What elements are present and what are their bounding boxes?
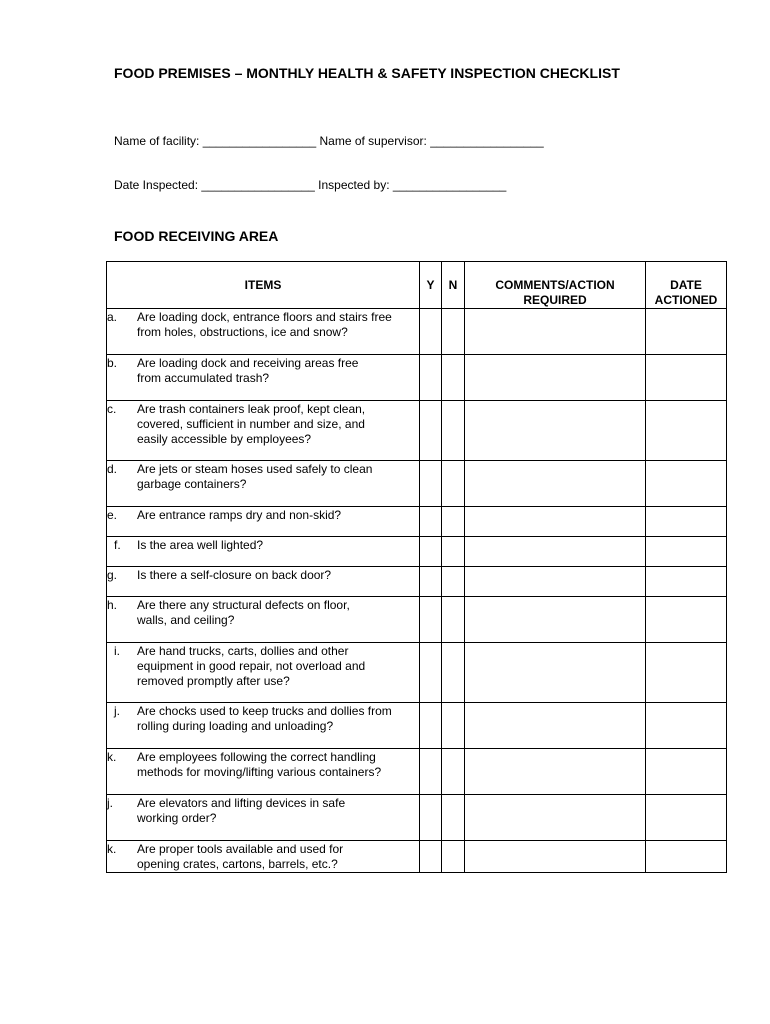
- no-cell[interactable]: [442, 841, 465, 873]
- row-question: Are loading dock and receiving areas free from accumulated trash?: [137, 356, 359, 385]
- date-actioned-cell[interactable]: [646, 795, 727, 841]
- row-question: Are loading dock, entrance floors and stairs free from holes, obstructions, ice and snow?: [137, 310, 392, 339]
- row-letter: f.: [114, 538, 121, 552]
- date-actioned-cell[interactable]: [646, 401, 727, 461]
- header-date-actioned: DATE ACTIONED: [646, 262, 727, 309]
- row-letter: i.: [114, 644, 120, 658]
- table-header-row: [107, 262, 727, 309]
- no-cell[interactable]: [442, 643, 465, 703]
- date-actioned-cell[interactable]: [646, 703, 727, 749]
- table-row: [107, 643, 727, 703]
- comments-cell[interactable]: [465, 703, 646, 749]
- row-question: Is there a self-closure on back door?: [137, 568, 332, 582]
- no-cell[interactable]: [442, 401, 465, 461]
- row-letter: b.: [107, 356, 118, 370]
- date-actioned-cell[interactable]: [646, 749, 727, 795]
- comments-cell[interactable]: [465, 461, 646, 507]
- row-question: Are chocks used to keep trucks and dollies from rolling during loading and unloading?: [137, 704, 392, 733]
- comments-cell[interactable]: [465, 537, 646, 567]
- facility-supervisor-fields: Name of facility: _________________ Name of supervisor: _________________: [114, 134, 544, 148]
- date-actioned-cell[interactable]: [646, 643, 727, 703]
- table-row: [107, 461, 727, 507]
- date-actioned-cell[interactable]: [646, 507, 727, 537]
- row-letter: c.: [107, 402, 117, 416]
- date-actioned-cell[interactable]: [646, 597, 727, 643]
- comments-cell[interactable]: [465, 309, 646, 355]
- row-question: Are entrance ramps dry and non-skid?: [137, 508, 342, 522]
- table-row: [107, 355, 727, 401]
- table-row: [107, 309, 727, 355]
- row-letter: g.: [107, 568, 118, 582]
- row-question: Are trash containers leak proof, kept clean, covered, sufficient in number and size, and easily accessible by employees?: [137, 402, 366, 446]
- table-row: [107, 841, 727, 873]
- no-cell[interactable]: [442, 461, 465, 507]
- no-cell[interactable]: [442, 537, 465, 567]
- header-items: ITEMS: [107, 262, 420, 309]
- table-row: [107, 749, 727, 795]
- table-row: [107, 597, 727, 643]
- row-letter: e.: [107, 508, 118, 522]
- no-cell[interactable]: [442, 597, 465, 643]
- no-cell[interactable]: [442, 507, 465, 537]
- row-question: Are there any structural defects on floor, walls, and ceiling?: [137, 598, 350, 627]
- inspection-checklist-table: [106, 261, 727, 873]
- comments-cell[interactable]: [465, 643, 646, 703]
- no-cell[interactable]: [442, 355, 465, 401]
- row-letter: j.: [107, 796, 113, 810]
- table-row: [107, 401, 727, 461]
- date-inspector-fields: Date Inspected: _________________ Inspected by: _________________: [114, 178, 507, 192]
- date-actioned-cell[interactable]: [646, 461, 727, 507]
- table-row: [107, 537, 727, 567]
- document-title: FOOD PREMISES – MONTHLY HEALTH & SAFETY INSPECTION CHECKLIST: [114, 65, 620, 81]
- row-question: Are jets or steam hoses used safely to clean garbage containers?: [137, 462, 373, 491]
- row-question: Is the area well lighted?: [137, 538, 264, 552]
- date-actioned-cell[interactable]: [646, 355, 727, 401]
- no-cell[interactable]: [442, 795, 465, 841]
- row-letter: a.: [107, 310, 118, 324]
- header-yes: Y: [420, 262, 442, 309]
- table-row: [107, 795, 727, 841]
- date-actioned-cell[interactable]: [646, 567, 727, 597]
- row-letter: d.: [107, 462, 118, 476]
- row-question: Are elevators and lifting devices in safe working order?: [137, 796, 346, 825]
- no-cell[interactable]: [442, 703, 465, 749]
- yes-cell[interactable]: [420, 355, 442, 401]
- date-actioned-cell[interactable]: [646, 841, 727, 873]
- comments-cell[interactable]: [465, 597, 646, 643]
- comments-cell[interactable]: [465, 749, 646, 795]
- yes-cell[interactable]: [420, 795, 442, 841]
- comments-cell[interactable]: [465, 795, 646, 841]
- no-cell[interactable]: [442, 309, 465, 355]
- yes-cell[interactable]: [420, 703, 442, 749]
- row-letter: h.: [107, 598, 118, 612]
- yes-cell[interactable]: [420, 643, 442, 703]
- row-question: Are hand trucks, carts, dollies and other equipment in good repair, not overload and removed promptly after use?: [137, 644, 366, 688]
- row-letter: k.: [107, 842, 117, 856]
- yes-cell[interactable]: [420, 841, 442, 873]
- date-actioned-cell[interactable]: [646, 309, 727, 355]
- yes-cell[interactable]: [420, 537, 442, 567]
- header-no: N: [442, 262, 465, 309]
- comments-cell[interactable]: [465, 507, 646, 537]
- yes-cell[interactable]: [420, 597, 442, 643]
- no-cell[interactable]: [442, 567, 465, 597]
- table-row: [107, 703, 727, 749]
- yes-cell[interactable]: [420, 401, 442, 461]
- row-letter: k.: [107, 750, 117, 764]
- table-row: [107, 507, 727, 537]
- row-letter: j.: [114, 704, 120, 718]
- yes-cell[interactable]: [420, 749, 442, 795]
- yes-cell[interactable]: [420, 461, 442, 507]
- section-heading: FOOD RECEIVING AREA: [114, 228, 279, 244]
- date-actioned-cell[interactable]: [646, 537, 727, 567]
- table-row: [107, 567, 727, 597]
- yes-cell[interactable]: [420, 567, 442, 597]
- comments-cell[interactable]: [465, 355, 646, 401]
- row-question: Are employees following the correct handling methods for moving/lifting various containers?: [137, 750, 382, 779]
- no-cell[interactable]: [442, 749, 465, 795]
- row-question: Are proper tools available and used for opening crates, cartons, barrels, etc.?: [137, 842, 344, 871]
- yes-cell[interactable]: [420, 507, 442, 537]
- yes-cell[interactable]: [420, 309, 442, 355]
- comments-cell[interactable]: [465, 567, 646, 597]
- comments-cell[interactable]: [465, 401, 646, 461]
- comments-cell[interactable]: [465, 841, 646, 873]
- header-comments: COMMENTS/ACTION REQUIRED: [465, 262, 646, 309]
